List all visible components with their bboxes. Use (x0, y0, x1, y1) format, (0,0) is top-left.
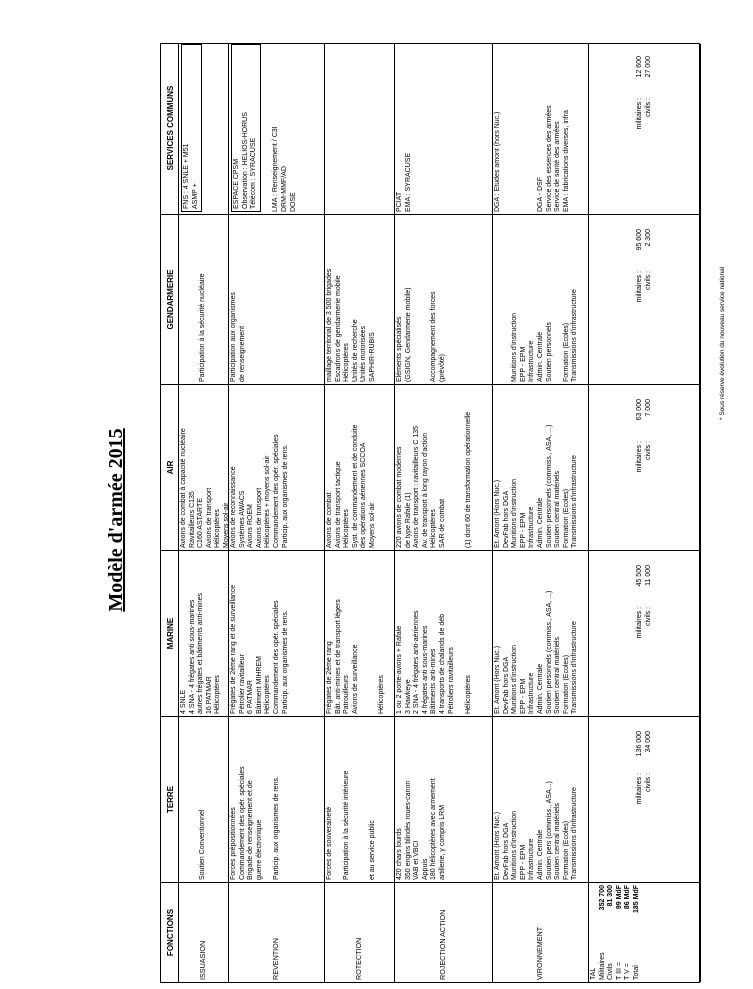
staff-count-line (645, 229, 654, 290)
cell-line: Avions de surveillance (351, 644, 359, 714)
totals-value: 86 MdF (624, 885, 632, 910)
cell-line: 4 transports de chalands de déb (438, 613, 446, 714)
terre-totals-cell (589, 716, 700, 882)
cell-line: Transmissions d'infrastructure (571, 787, 579, 880)
staff-label: militaires : (635, 605, 643, 639)
terre-cell (325, 716, 394, 882)
cell-line: Frégates de 2ème rang (326, 641, 333, 714)
cell-line: 350 engins blindés roues-canon (404, 780, 412, 880)
staff-value: 45 500 (635, 565, 643, 587)
cell-line (511, 44, 520, 212)
staff-label: civils : (644, 96, 652, 117)
cell-line: Frégates de 2ème rang et de surveillance (230, 584, 237, 714)
cell-lines (494, 44, 571, 212)
page-title: Modèle d'armée 2015 (105, 428, 127, 612)
cell-lines (326, 387, 378, 548)
staff-value: 2 300 (644, 229, 652, 247)
cell-line: DevFab hors DGA (502, 490, 510, 548)
cell-line: Infrastructure (528, 838, 536, 880)
cell-line: ASMP + (191, 183, 199, 209)
cell-lines (180, 387, 232, 548)
page-title-region (86, 400, 146, 640)
staff-label: civils : (644, 439, 652, 460)
cell-line: 3 Hawkeye (404, 679, 412, 714)
cell-line: Commandement des opér. spéciales (238, 766, 246, 880)
air-totals-cell (589, 384, 700, 550)
marine-cell (179, 550, 228, 716)
cell-line: Soutien central matériels (554, 636, 562, 714)
cell-line: guerre électronique (255, 819, 263, 880)
staff-value: 95 600 (635, 229, 643, 251)
cell-line: Transmissions d'infrastructure (571, 455, 579, 548)
function-label: ROJECTION ACTION (438, 909, 448, 980)
cell-lines (326, 217, 378, 382)
gendarmerie-cell (229, 214, 324, 384)
cell-line: (1) dont 60 de transformation opérationnelle (464, 411, 472, 548)
totals-label: Militaires (598, 952, 606, 980)
cell-line (520, 44, 529, 212)
totals-row (589, 44, 701, 982)
cell-line: Observation : HELIOS-HORUS (241, 112, 249, 209)
cell-line: Avions de combat à capacité nucléaire (180, 428, 187, 548)
cell-line (264, 719, 273, 880)
staff-count-line (645, 399, 654, 460)
totals-value: 81 300 (607, 885, 615, 907)
cell-line: Télécom : SYRACUSE (250, 137, 258, 209)
air-cell (179, 384, 228, 550)
cell-line: Infrastructure (528, 672, 536, 714)
armed-forces-table (160, 43, 700, 983)
cell-line: Hélicoptères (214, 675, 222, 714)
staff-label: militaires : (635, 269, 643, 303)
cell-line: Brigade de renseignement et de (247, 780, 255, 880)
cell-line: Avions de transport (205, 487, 213, 548)
cell-line: Avions de transport tactique (334, 461, 342, 548)
totals-line (624, 885, 633, 980)
header-air: AIR (161, 384, 178, 550)
cell-line: SAR de combat (438, 498, 446, 548)
cell-line: Hélicoptères (214, 509, 222, 548)
cell-lines (396, 44, 413, 212)
cell-line: DOSE (289, 192, 297, 212)
marine-cell (229, 550, 324, 716)
totals-line (616, 885, 625, 980)
cell-line: Admin. Centrale (536, 829, 544, 880)
cell-line: de type Rafale (1) (404, 492, 412, 548)
cell-line: DGA - DSF (536, 176, 544, 212)
table-row (229, 44, 325, 982)
cell-line: 4 SNA - 4 frégates anti sous-marines (188, 599, 196, 714)
cell-line: Formation (Ecoles) (562, 820, 570, 880)
cell-lines (230, 719, 282, 880)
function-cell (395, 882, 492, 982)
totals-label: Total (632, 965, 640, 980)
cell-line: Moyens sol-air (368, 502, 376, 548)
cell-line (264, 44, 273, 212)
header-gendarmerie: GENDARMERIE (161, 214, 178, 384)
staff-count-line (636, 229, 645, 302)
cell-line: Bâtiments anti-mines (430, 648, 438, 714)
totals-value: 352 700 (598, 885, 606, 911)
cell-line: C160 ASTARTE (197, 498, 205, 548)
cell-lines (396, 553, 473, 714)
staff-count-line (636, 731, 645, 804)
cell-line: SAPHIR-RUBIS (368, 332, 376, 382)
footnote: * Sous réserve évolution du nouveau service national (719, 266, 726, 420)
cell-line: Unités de recherche (351, 319, 359, 382)
cell-line: Ravitailleurs C135 (188, 491, 196, 548)
cell-line: Eléments spécialisés (396, 316, 403, 382)
marine-cell (395, 550, 492, 716)
cell-line: Systèmes AWACS (238, 490, 246, 548)
staff-label: militaires : (635, 439, 643, 473)
cell-lines (326, 719, 378, 880)
cell-line: Bât. anti-mines et de transport légers (334, 599, 342, 714)
staff-count-line (645, 56, 654, 117)
totals-label: T V = (624, 963, 632, 980)
function-cell (493, 882, 588, 982)
cell-line: Soutien personnels (commiss., ASA, ...) (545, 424, 553, 548)
cell-line: des opérations aériennes SCCOA (360, 442, 368, 548)
cell-line: EMA : fabrications diverses, infra (562, 110, 570, 212)
cell-line: Syst. de commandement et de conduite (351, 424, 359, 548)
cell-line: Infrastructure (528, 340, 536, 382)
cell-line: Forces prépositionnées (230, 807, 237, 880)
services-cell (493, 42, 588, 214)
totals-label: Civils (607, 963, 615, 980)
espace-box (231, 44, 261, 212)
cell-line: Admin. Centrale (536, 663, 544, 714)
services-cell (229, 42, 324, 214)
cell-line: Formation (Ecoles) (562, 488, 570, 548)
cell-line: Munitions d'instruction (511, 478, 519, 548)
header-fonctions: FONCTIONS (161, 882, 178, 982)
cell-line: Avions ROEM (247, 504, 255, 548)
cell-line: Formation (Ecoles) (562, 322, 570, 382)
cell-line: 4 frégates anti sous-marines (421, 625, 429, 714)
table-row (493, 44, 589, 982)
cell-line: Hélicoptères (464, 675, 472, 714)
cell-line: Formation (Ecoles) (562, 654, 570, 714)
cell-lines (494, 719, 580, 880)
cell-line: Pétrolier ravitailleur (238, 654, 246, 714)
marine-totals-cell (589, 550, 700, 716)
air-cell (493, 384, 588, 550)
cell-line: EPP - EPM (519, 844, 527, 880)
staff-label: civils : (644, 605, 652, 626)
staff-value: 63 000 (635, 399, 643, 421)
cell-lines (396, 217, 448, 382)
cell-line: 1 ou 2 porte-avions + Rafale (396, 625, 403, 714)
services-cell (325, 42, 394, 214)
cell-line (503, 44, 512, 212)
cell-line: DevFab hors DGA (502, 656, 510, 714)
cell-line (369, 553, 378, 714)
cell-line: Participation à la sécurité nucléaire (199, 273, 207, 382)
function-label: REVENTION (271, 938, 281, 980)
staff-count-line (636, 399, 645, 472)
staff-value: 11 000 (644, 565, 652, 586)
cell-line (456, 553, 465, 714)
gendarmerie-cell (179, 214, 228, 384)
table-header-row (161, 44, 179, 982)
cell-line: Et. Amont (Hors Nuc.) (494, 479, 501, 548)
cell-line: EPP - EPM (519, 346, 527, 382)
staff-count-line (645, 565, 654, 626)
cell-line: Particip. aux organismes de rens. (272, 776, 280, 880)
totals-line (599, 885, 608, 980)
cell-line: Transmissions d'infrastructure (571, 289, 579, 382)
cell-line: Appuis (421, 858, 429, 880)
staff-value: 34 000 (644, 731, 652, 753)
cell-line: 2 SNA - 4 frégates anti-aériennes (413, 610, 421, 714)
totals-summary-cell (589, 882, 700, 982)
cell-line: Transmissions d'infrastructure (571, 621, 579, 714)
terre-cell (493, 716, 588, 882)
cell-line: Avions de transport : ravitailleurs C 135 (413, 425, 421, 548)
header-services: SERVICES COMMUNS (166, 85, 175, 171)
cell-line: Service de santé des armées (554, 121, 562, 212)
cell-line: 16 PATMAR (205, 676, 213, 714)
staff-value: 12 600 (635, 56, 643, 78)
cell-line: Hélicoptères + moyens sol-air (264, 455, 272, 548)
totals-line (607, 885, 616, 980)
cell-line: PCIAT (396, 191, 403, 212)
staff-count-line (636, 565, 645, 638)
staff-count-line (645, 731, 654, 792)
cell-line: Hélicoptères (264, 675, 272, 714)
cell-lines (396, 719, 448, 880)
cell-line: Avions de reconnaissance (230, 466, 237, 548)
function-cell (229, 882, 324, 982)
cell-line (413, 217, 422, 382)
staff-label: civils : (644, 771, 652, 792)
footnote-region (712, 120, 734, 420)
totals-label: TAL (590, 967, 597, 980)
cell-line: Infrastructure (528, 506, 536, 548)
cell-line: Participation à la sécurité intérieure (343, 770, 351, 880)
cell-line: EMA : SYRACUSE (404, 152, 412, 212)
totals-line (633, 885, 642, 980)
cell-line: Munitions d'instruction (511, 312, 519, 382)
gendarmerie-cell (493, 214, 588, 384)
cell-line: Hélicoptères (430, 509, 438, 548)
cell-line: Commandement des opér. spéciales (272, 434, 280, 548)
cell-line (352, 719, 361, 880)
header-terre: TERRE (161, 716, 178, 882)
cell-line (494, 217, 503, 382)
table-rotation-frame (160, 43, 700, 983)
cell-line: Hélicoptères (377, 675, 385, 714)
staff-value: 136 000 (635, 731, 643, 757)
terre-cell (395, 716, 492, 882)
cell-line: Particip. aux organismes de rens. (281, 610, 289, 714)
cell-line: 180 hélicoptères avec armement (430, 778, 438, 880)
totals-value: 99 MdF (615, 885, 623, 910)
cell-line (422, 217, 431, 382)
staff-count-line (636, 56, 645, 129)
cell-line: VAB et VBCI (413, 840, 421, 880)
cell-line: 6 PATMAR (247, 680, 255, 714)
cell-line: Avions de combat (326, 492, 333, 548)
cell-line: DGA : Etudes amont (hors Nuc.) (494, 111, 501, 212)
cell-line: Patrouilleurs (343, 675, 351, 714)
cell-line: Bâtiment MIHREM (255, 656, 263, 714)
cell-line: Av. de transport à long rayon d'action (421, 432, 429, 548)
cell-line: Admin. Centrale (536, 331, 544, 382)
cell-line: LMA : Renseignement / C3I (272, 126, 280, 212)
function-cell (179, 882, 228, 982)
services-cell (395, 42, 492, 214)
cell-line: 4 SNLE (180, 689, 187, 714)
cell-line: Participation aux organismes (230, 292, 237, 382)
terre-cell (229, 716, 324, 882)
table-row (325, 44, 395, 982)
services-totals-cell (589, 42, 700, 214)
cell-line: EPP - EPM (519, 678, 527, 714)
cell-lines (230, 553, 290, 714)
air-cell (325, 384, 394, 550)
cell-line: (prévôté) (438, 353, 446, 382)
cell-line: 220 avions de combat modernes (396, 446, 403, 548)
marine-cell (325, 550, 394, 716)
function-label: VIRONNEMENT (535, 926, 545, 980)
cell-line: Soutien personnels (545, 322, 553, 382)
cell-line: Hélicoptères (343, 509, 351, 548)
cell-line (503, 217, 512, 382)
cell-line: Escadrons de gendarmerie mobile (334, 275, 342, 382)
gendarmerie-cell (325, 214, 394, 384)
cell-lines (396, 387, 473, 548)
cell-line: Commandement des opér. spéciales (272, 600, 280, 714)
cell-line: 420 chars lourds (396, 828, 403, 880)
cell-line: DevFab hors DGA (502, 822, 510, 880)
cell-lines (326, 553, 386, 714)
cell-line: Pétroliers ravitailleurs (447, 647, 455, 714)
cell-line: Munitions d'instruction (511, 644, 519, 714)
cell-line (528, 44, 537, 212)
cell-lines (494, 553, 580, 714)
services-cell (179, 42, 228, 214)
cell-line: Accompagnement des forces (430, 291, 438, 382)
cell-line (554, 217, 563, 382)
cell-line: Forces de souveraineté (326, 806, 333, 880)
cell-line: Et. Amont (Hors Nuc.) (494, 645, 501, 714)
cell-lines (230, 217, 247, 382)
terre-cell (179, 716, 228, 882)
cell-line (448, 387, 457, 548)
cell-line (456, 387, 465, 548)
cell-line: Soutien central matériels (554, 802, 562, 880)
fns-box (181, 44, 202, 212)
gendarmerie-totals-cell (589, 214, 700, 384)
cell-line: maillage territorial de 3 500 brigades (326, 268, 333, 382)
cell-line: Moyens sol-air (222, 502, 230, 548)
cell-lines (199, 810, 208, 880)
cell-line: ESPACE CPSM (233, 158, 240, 209)
staff-value: 7 000 (644, 399, 652, 417)
cell-line: Avions de transport (255, 487, 263, 548)
air-cell (229, 384, 324, 550)
cell-lines (199, 273, 208, 382)
table-row (395, 44, 493, 982)
cell-line: et au service public (368, 820, 376, 880)
totals-value: 185 MdF (632, 885, 640, 914)
staff-label: militaires : (635, 96, 643, 130)
cell-line: Munitions d'instruction (511, 810, 519, 880)
totals-line (590, 885, 599, 980)
cell-lines (494, 387, 580, 548)
cell-line (335, 719, 344, 880)
staff-value: 27 000 (644, 56, 652, 78)
cell-line: (GSIGN, Gendarmerie mobile) (404, 287, 412, 382)
table-row (179, 44, 229, 982)
cell-line: Soutien Conventionnel (199, 809, 207, 880)
header-marine: MARINE (161, 550, 178, 716)
cell-line: autres frégates et bâtiments anti-mines (197, 592, 205, 714)
cell-line: Soutien central matériels (554, 470, 562, 548)
cell-lines (230, 387, 290, 548)
cell-line: Hélicoptères (343, 343, 351, 382)
cell-lines (180, 553, 223, 714)
gendarmerie-cell (395, 214, 492, 384)
cell-line (360, 553, 369, 714)
staff-label: civils : (644, 269, 652, 290)
cell-line: Admin. Centrale (536, 497, 544, 548)
cell-line (360, 719, 369, 880)
cell-line: Et. Amont (Hors Nuc.) (494, 811, 501, 880)
cell-line: Soutien pers (commiss., ASA...) (545, 781, 553, 880)
cell-line: FNS : 4 SNLE + M51 (183, 143, 190, 209)
cell-line: Soutien personnels (commiss., ASA, ...) (545, 590, 553, 714)
cell-line: Particip. aux organismes de rens. (281, 444, 289, 548)
cell-line: EPP - EPM (519, 512, 527, 548)
cell-lines (494, 217, 580, 382)
cell-line: artillerie, y compris LRM (438, 804, 446, 880)
cell-line: Unités motorisées (360, 325, 368, 382)
air-cell (395, 384, 492, 550)
function-cell (325, 882, 394, 982)
function-label: ISSUASION (198, 940, 208, 980)
cell-line: de renseignement (238, 325, 246, 382)
staff-label: militaires : (635, 771, 643, 805)
cell-line: Service des essences des armées (545, 105, 553, 212)
function-label: ROTECTION (354, 937, 364, 980)
cell-line: DRM-MMF/AD (280, 166, 288, 212)
totals-label: T III = (615, 962, 623, 980)
marine-cell (493, 550, 588, 716)
